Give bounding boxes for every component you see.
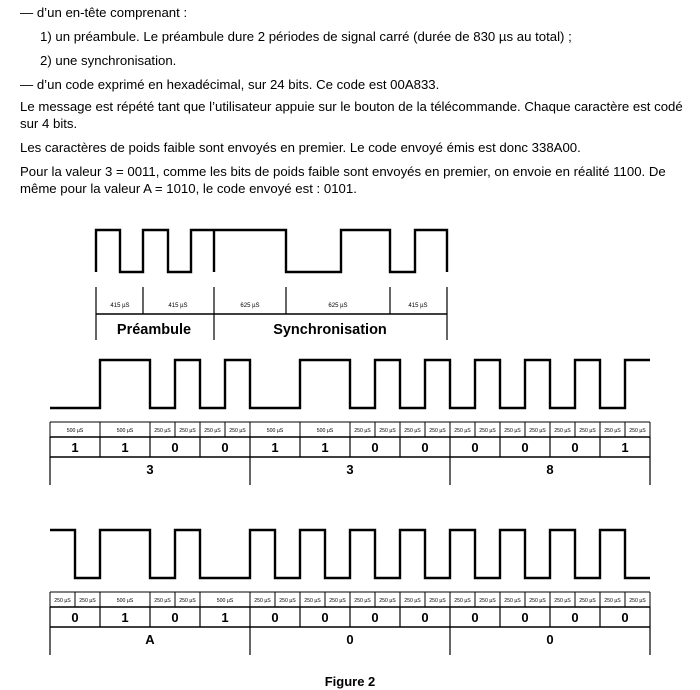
figure-caption: Figure 2 [324,674,376,689]
r2-bit-value: 0 [371,610,379,625]
r1-duration-label: 500 µS [266,428,284,434]
r2-duration-label: 250 µS [504,598,521,604]
r1-duration-label: 250 µS [504,428,521,434]
r1-duration-label: 250 µS [454,428,471,434]
r1-bit-value: 1 [621,440,629,455]
r2-duration-label: 250 µS [54,598,71,604]
r2-bit-value: 0 [571,610,579,625]
r1-hex-value: 8 [546,462,554,477]
r2-duration-label: 250 µS [554,598,571,604]
r2-duration-label: 250 µS [254,598,271,604]
text-line-sync: 2) une synchronisation. [40,53,177,68]
r1-bit-value: 0 [471,440,479,455]
r2-bit-value: 0 [171,610,179,625]
r2-bit-value: 0 [421,610,429,625]
r1-duration-label: 500 µS [116,428,134,434]
r1-duration-label: 250 µS [429,428,446,434]
r1-hex-value: 3 [146,462,154,477]
r2-duration-label: 250 µS [454,598,471,604]
r2-bit-value: 1 [221,610,229,625]
r1-waveform [50,360,650,408]
preamble-label: Préambule [116,322,192,338]
r2-duration-label: 250 µS [179,598,196,604]
header-duration-label: 415 µS [110,303,130,309]
r2-duration-label: 250 µS [79,598,96,604]
text-line-preamble: 1) un préambule. Le préambule dure 2 périodes de signal carré (durée de 830 µs au total) ; [40,29,572,44]
r2-duration-label: 250 µS [304,598,321,604]
r2-waveform [50,530,650,578]
code-row-1-diagram [50,360,650,485]
r2-bit-value: 1 [121,610,129,625]
r1-duration-label: 250 µS [229,428,246,434]
text-line-header: — d’un en-tête comprenant : [20,5,188,20]
r1-duration-label: 250 µS [179,428,196,434]
r1-duration-label: 250 µS [479,428,496,434]
r2-bit-value: 0 [471,610,479,625]
r1-bit-value: 1 [271,440,279,455]
r2-bit-value: 0 [321,610,329,625]
header-timing-diagram [96,230,447,340]
header-duration-label: 415 µS [168,303,188,309]
r1-duration-label: 250 µS [354,428,371,434]
r1-duration-label: 250 µS [629,428,646,434]
r1-duration-label: 250 µS [204,428,221,434]
r1-bit-value: 1 [121,440,129,455]
synchronisation-label: Synchronisation [273,322,387,338]
r2-bit-value: 0 [621,610,629,625]
header-duration-label: 625 µS [328,303,348,309]
paragraph-repeat-text: Le message est répété tant que l’utilisateur appuie sur le bouton de la télécommande. Chaque caractère est codé sur 4 bits. [20,99,683,131]
r1-duration-label: 250 µS [154,428,171,434]
r2-hex-value: 0 [346,632,354,647]
code-row-2-diagram [50,530,650,655]
paragraph-example-text: Pour la valeur 3 = 0011, comme les bits de poids faible sont envoyés en premier, on envoie en réalité 1100. De même pour la valeur A = 1010, le code envoyé est : 0101. [20,164,666,196]
r2-duration-label: 250 µS [354,598,371,604]
r2-duration-label: 250 µS [429,598,446,604]
r1-duration-label: 250 µS [579,428,596,434]
r2-duration-label: 250 µS [529,598,546,604]
r1-bit-value: 1 [321,440,329,455]
text-line-code: — d’un code exprimé en hexadécimal, sur 24 bits. Ce code est 00A833. [20,77,440,92]
r1-duration-label: 250 µS [379,428,396,434]
r2-duration-label: 250 µS [279,598,296,604]
r2-duration-label: 250 µS [379,598,396,604]
r1-bit-value: 0 [521,440,529,455]
r2-duration-label: 250 µS [604,598,621,604]
r1-bit-value: 0 [171,440,179,455]
r2-duration-label: 250 µS [479,598,496,604]
r2-duration-label: 250 µS [329,598,346,604]
header-duration-label: 625 µS [240,303,260,309]
header-duration-label: 415 µS [408,303,428,309]
r1-duration-label: 500 µS [316,428,334,434]
r1-duration-label: 500 µS [66,428,84,434]
paragraph-low-weight-text: Les caractères de poids faible sont envoyés en premier. Le code envoyé émis est donc 338A00. [20,140,581,155]
r2-duration-label: 250 µS [579,598,596,604]
r2-duration-label: 500 µS [116,598,134,604]
r1-duration-label: 250 µS [604,428,621,434]
r1-duration-label: 250 µS [404,428,421,434]
r2-hex-value: A [145,632,155,647]
r2-bit-value: 0 [271,610,279,625]
r1-bit-value: 0 [421,440,429,455]
r1-hex-value: 3 [346,462,354,477]
r2-duration-label: 250 µS [404,598,421,604]
r2-duration-label: 250 µS [154,598,171,604]
r1-bit-value: 1 [71,440,79,455]
r1-bit-value: 0 [371,440,379,455]
r2-duration-label: 500 µS [216,598,234,604]
r1-duration-label: 250 µS [554,428,571,434]
r2-hex-value: 0 [546,632,554,647]
r1-duration-label: 250 µS [529,428,546,434]
r2-duration-label: 250 µS [629,598,646,604]
header-waveform [96,230,447,272]
r1-bit-value: 0 [221,440,229,455]
r2-bit-value: 0 [521,610,529,625]
r2-bit-value: 0 [71,610,79,625]
r1-bit-value: 0 [571,440,579,455]
